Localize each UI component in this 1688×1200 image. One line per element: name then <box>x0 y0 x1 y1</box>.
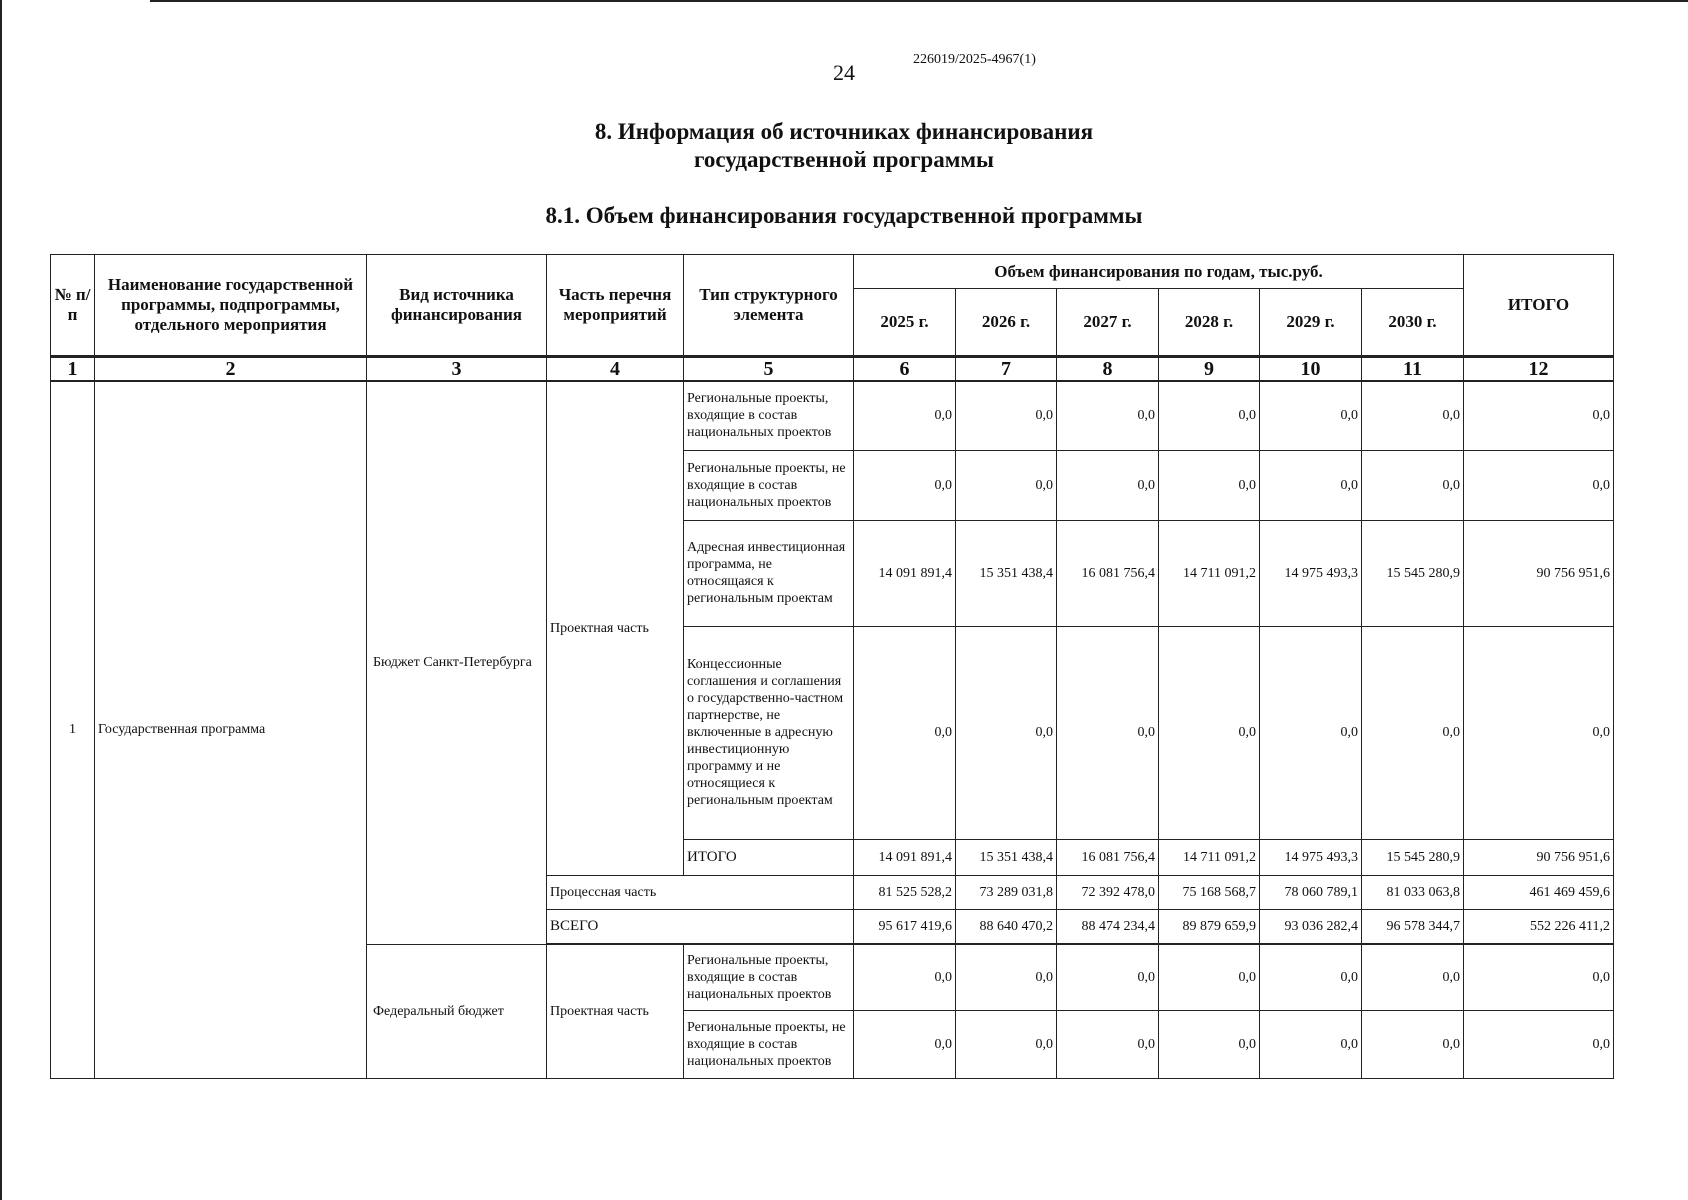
value-2030: 0,0 <box>1362 626 1464 839</box>
value-total: 552 226 411,2 <box>1464 909 1614 943</box>
value-total: 0,0 <box>1464 381 1614 450</box>
value-2026: 0,0 <box>956 450 1057 520</box>
value-2025: 0,0 <box>854 626 956 839</box>
source-federal-budget: Федеральный бюджет <box>367 944 547 1078</box>
value-2029: 14 975 493,3 <box>1260 520 1362 626</box>
section-title-line1: 8. Информация об источниках финансирования <box>594 119 1094 144</box>
part-project-federal: Проектная часть <box>547 944 684 1078</box>
value-2030: 81 033 063,8 <box>1362 875 1464 909</box>
value-2026: 0,0 <box>956 1010 1057 1078</box>
header-year-2030: 2030 г. <box>1362 289 1464 357</box>
value-2028: 0,0 <box>1159 450 1260 520</box>
value-2030: 15 545 280,9 <box>1362 839 1464 875</box>
header-year-2026: 2026 г. <box>956 289 1057 357</box>
element-type: Адресная инвестиционная программа, не относящаяся к региональным проектам <box>684 520 854 626</box>
column-number: 11 <box>1362 357 1464 382</box>
column-number: 5 <box>684 357 854 382</box>
value-total: 0,0 <box>1464 944 1614 1010</box>
page-top-border <box>150 0 1688 2</box>
column-number: 9 <box>1159 357 1260 382</box>
value-2026: 0,0 <box>956 381 1057 450</box>
header-num: № п/п <box>51 255 95 357</box>
part-all: ВСЕГО <box>547 909 854 943</box>
column-number: 4 <box>547 357 684 382</box>
header-years-group: Объем финансирования по годам, тыс.руб. <box>854 255 1464 289</box>
value-2027: 0,0 <box>1057 944 1159 1010</box>
header-year-2025: 2025 г. <box>854 289 956 357</box>
value-total: 0,0 <box>1464 1010 1614 1078</box>
value-2028: 89 879 659,9 <box>1159 909 1260 943</box>
element-type: Концессионные соглашения и соглашения о государственно-частном партнерстве, не включенные в адресную инвестиционную программу и не относящиеся к региональным проектам <box>684 626 854 839</box>
value-2025: 0,0 <box>854 1010 956 1078</box>
value-2028: 0,0 <box>1159 1010 1260 1078</box>
value-2025: 95 617 419,6 <box>854 909 956 943</box>
value-2025: 81 525 528,2 <box>854 875 956 909</box>
value-2029: 0,0 <box>1260 1010 1362 1078</box>
value-2025: 14 091 891,4 <box>854 520 956 626</box>
financing-table <box>50 254 1614 1079</box>
header-type: Тип структурного элемента <box>684 255 854 357</box>
value-2030: 0,0 <box>1362 450 1464 520</box>
element-type: Региональные проекты, не входящие в состав национальных проектов <box>684 1010 854 1078</box>
value-2028: 14 711 091,2 <box>1159 520 1260 626</box>
value-2029: 78 060 789,1 <box>1260 875 1362 909</box>
program-name: Государственная программа <box>95 381 367 1078</box>
value-2030: 96 578 344,7 <box>1362 909 1464 943</box>
page-number: 24 <box>833 60 855 85</box>
value-2027: 16 081 756,4 <box>1057 520 1159 626</box>
column-number-row <box>51 357 1614 382</box>
value-2028: 14 711 091,2 <box>1159 839 1260 875</box>
subsection-title: 8.1. Объем финансирования государственной программы <box>545 203 1143 228</box>
section-title-line2: государственной программы <box>694 147 994 172</box>
column-number: 7 <box>956 357 1057 382</box>
value-2027: 88 474 234,4 <box>1057 909 1159 943</box>
value-total: 90 756 951,6 <box>1464 839 1614 875</box>
value-total: 0,0 <box>1464 626 1614 839</box>
part-project: Проектная часть <box>547 381 684 875</box>
source-spb-budget: Бюджет Санкт-Петербурга <box>367 381 547 944</box>
value-2027: 0,0 <box>1057 626 1159 839</box>
value-2029: 0,0 <box>1260 381 1362 450</box>
header-year-2027: 2027 г. <box>1057 289 1159 357</box>
value-2026: 73 289 031,8 <box>956 875 1057 909</box>
value-2029: 0,0 <box>1260 626 1362 839</box>
table-row <box>51 381 1614 450</box>
column-number: 6 <box>854 357 956 382</box>
header-part: Часть перечня мероприятий <box>547 255 684 357</box>
part-process: Процессная часть <box>547 875 854 909</box>
value-2030: 15 545 280,9 <box>1362 520 1464 626</box>
value-2028: 0,0 <box>1159 381 1260 450</box>
column-number: 2 <box>95 357 367 382</box>
header-source: Вид источника финансирования <box>367 255 547 357</box>
row-number: 1 <box>51 381 95 1078</box>
value-2026: 0,0 <box>956 944 1057 1010</box>
value-2027: 16 081 756,4 <box>1057 839 1159 875</box>
column-number: 10 <box>1260 357 1362 382</box>
value-2025: 14 091 891,4 <box>854 839 956 875</box>
value-2028: 75 168 568,7 <box>1159 875 1260 909</box>
section-title <box>0 118 1688 174</box>
header-year-2029: 2029 г. <box>1260 289 1362 357</box>
value-2026: 88 640 470,2 <box>956 909 1057 943</box>
element-type: Региональные проекты, входящие в состав национальных проектов <box>684 944 854 1010</box>
value-2025: 0,0 <box>854 381 956 450</box>
value-2026: 0,0 <box>956 626 1057 839</box>
header-total: ИТОГО <box>1464 255 1614 357</box>
column-number: 1 <box>51 357 95 382</box>
page-left-border <box>0 0 2 1200</box>
value-2029: 14 975 493,3 <box>1260 839 1362 875</box>
value-2025: 0,0 <box>854 944 956 1010</box>
value-2030: 0,0 <box>1362 381 1464 450</box>
value-2027: 0,0 <box>1057 381 1159 450</box>
value-2026: 15 351 438,4 <box>956 520 1057 626</box>
value-total: 461 469 459,6 <box>1464 875 1614 909</box>
value-2026: 15 351 438,4 <box>956 839 1057 875</box>
value-2030: 0,0 <box>1362 1010 1464 1078</box>
value-2025: 0,0 <box>854 450 956 520</box>
element-type-subtotal: ИТОГО <box>684 839 854 875</box>
document-code: 226019/2025-4967(1) <box>913 52 1036 67</box>
column-number: 3 <box>367 357 547 382</box>
value-2029: 93 036 282,4 <box>1260 909 1362 943</box>
value-2029: 0,0 <box>1260 450 1362 520</box>
value-total: 0,0 <box>1464 450 1614 520</box>
element-type: Региональные проекты, входящие в состав национальных проектов <box>684 381 854 450</box>
value-2027: 0,0 <box>1057 450 1159 520</box>
value-2027: 72 392 478,0 <box>1057 875 1159 909</box>
value-2028: 0,0 <box>1159 944 1260 1010</box>
header-row-1 <box>51 255 1614 289</box>
value-2028: 0,0 <box>1159 626 1260 839</box>
column-number: 8 <box>1057 357 1159 382</box>
value-2027: 0,0 <box>1057 1010 1159 1078</box>
header-name: Наименование государственной программы, подпрограммы, отдельного мероприятия <box>95 255 367 357</box>
value-2029: 0,0 <box>1260 944 1362 1010</box>
element-type: Региональные проекты, не входящие в состав национальных проектов <box>684 450 854 520</box>
value-total: 90 756 951,6 <box>1464 520 1614 626</box>
value-2030: 0,0 <box>1362 944 1464 1010</box>
header-year-2028: 2028 г. <box>1159 289 1260 357</box>
column-number: 12 <box>1464 357 1614 382</box>
